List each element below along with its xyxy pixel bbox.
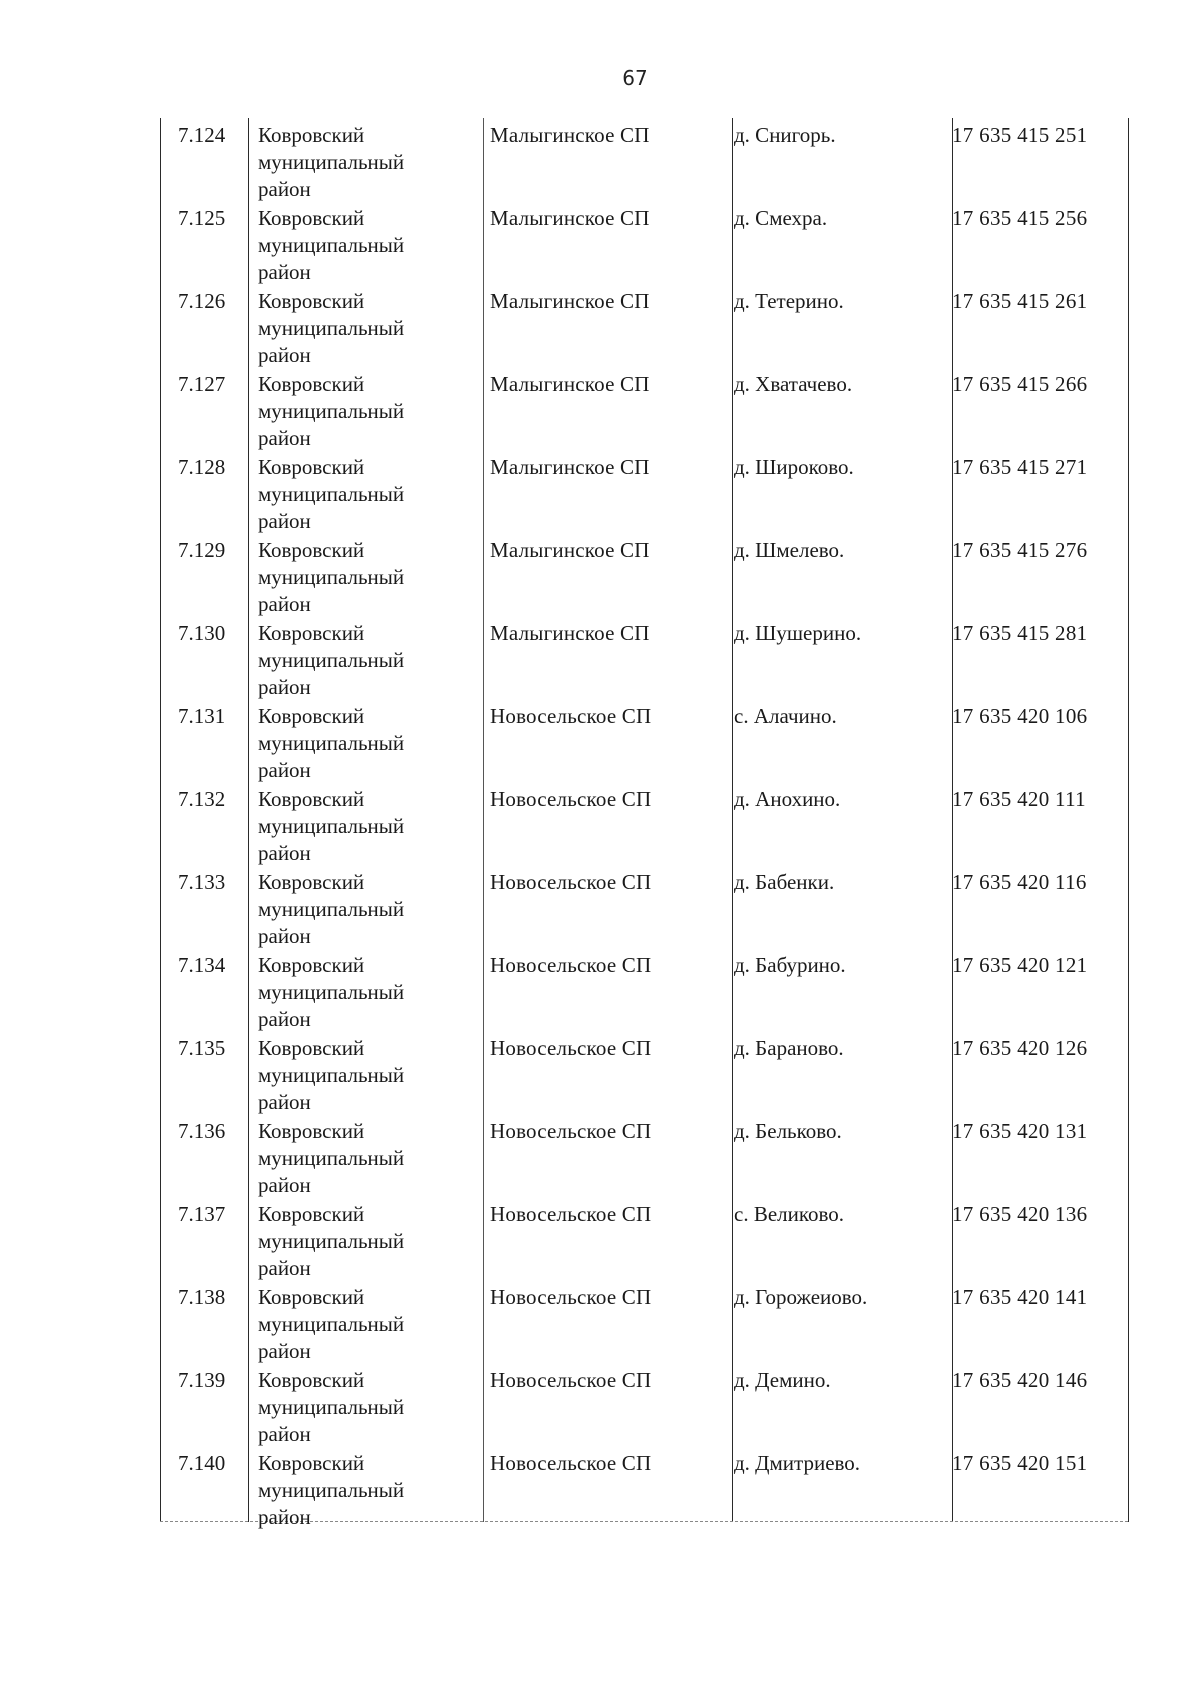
row-number: 7.124 <box>178 123 226 147</box>
oktmo-code-cell: 17 635 415 256 <box>952 206 1088 230</box>
district-text: Ковровский <box>258 621 365 645</box>
row-number: 7.133 <box>178 870 226 894</box>
oktmo-code-cell: 17 635 420 141 <box>952 1285 1088 1309</box>
row-number: 7.136 <box>178 1119 226 1143</box>
district-text: Ковровский <box>258 206 365 230</box>
district-text: Ковровский <box>258 704 365 728</box>
oktmo-code-cell: 17 635 420 151 <box>952 1451 1088 1475</box>
village-cell: д. Бараново. <box>734 1036 844 1060</box>
settlement-cell: Новосельское СП <box>490 1451 652 1475</box>
district-text: район <box>258 758 311 782</box>
district-text: район <box>258 343 311 367</box>
district-text: муниципальный <box>258 1146 405 1170</box>
oktmo-code-cell: 17 635 420 136 <box>952 1202 1088 1226</box>
settlement-cell: Новосельское СП <box>490 1202 652 1226</box>
oktmo-code-cell: 17 635 420 146 <box>952 1368 1088 1392</box>
table-row <box>160 616 1120 699</box>
village-cell: д. Широково. <box>734 455 854 479</box>
oktmo-code-cell: 17 635 420 121 <box>952 953 1088 977</box>
table-row <box>160 1280 1120 1363</box>
district-text: район <box>258 924 311 948</box>
table-row <box>160 948 1120 1031</box>
district-text: район <box>258 592 311 616</box>
row-number: 7.130 <box>178 621 226 645</box>
district-cell <box>258 1450 458 1531</box>
district-text: Ковровский <box>258 123 365 147</box>
settlement-cell: Малыгинское СП <box>490 621 650 645</box>
village-cell: с. Алачино. <box>734 704 837 728</box>
district-cell <box>258 786 458 867</box>
oktmo-code-cell: 17 635 420 126 <box>952 1036 1088 1060</box>
table-row <box>160 1031 1120 1114</box>
district-text: район <box>258 841 311 865</box>
table-row <box>160 699 1120 782</box>
district-text: район <box>258 1505 311 1529</box>
district-text: муниципальный <box>258 482 405 506</box>
district-text: район <box>258 426 311 450</box>
oktmo-code-cell: 17 635 415 251 <box>952 123 1088 147</box>
row-number: 7.131 <box>178 704 226 728</box>
village-cell: д. Шушерино. <box>734 621 862 645</box>
district-text: район <box>258 177 311 201</box>
village-cell: д. Бабенки. <box>734 870 835 894</box>
district-cell <box>258 1035 458 1116</box>
table-row <box>160 782 1120 865</box>
settlements-table <box>160 118 1120 1529</box>
district-text: район <box>258 1339 311 1363</box>
settlement-cell: Новосельское СП <box>490 1285 652 1309</box>
district-text: Ковровский <box>258 455 365 479</box>
village-cell: д. Бабурино. <box>734 953 846 977</box>
district-cell <box>258 288 458 369</box>
village-cell: д. Шмелево. <box>734 538 845 562</box>
settlement-cell: Новосельское СП <box>490 704 652 728</box>
table-row <box>160 118 1120 201</box>
oktmo-code-cell: 17 635 420 131 <box>952 1119 1088 1143</box>
district-text: Ковровский <box>258 289 365 313</box>
row-number: 7.134 <box>178 953 226 977</box>
oktmo-code-cell: 17 635 420 106 <box>952 704 1088 728</box>
district-text: муниципальный <box>258 814 405 838</box>
district-cell <box>258 1201 458 1282</box>
village-cell: д. Горожеиово. <box>734 1285 868 1309</box>
district-text: район <box>258 1256 311 1280</box>
district-cell <box>258 371 458 452</box>
oktmo-code-cell: 17 635 415 266 <box>952 372 1088 396</box>
district-text: район <box>258 1173 311 1197</box>
district-text: район <box>258 509 311 533</box>
district-text: муниципальный <box>258 316 405 340</box>
district-text: муниципальный <box>258 1478 405 1502</box>
table-row <box>160 284 1120 367</box>
village-cell: д. Бельково. <box>734 1119 842 1143</box>
row-number: 7.129 <box>178 538 226 562</box>
row-number: 7.138 <box>178 1285 226 1309</box>
settlement-cell: Новосельское СП <box>490 787 652 811</box>
table-row <box>160 1446 1120 1529</box>
district-cell <box>258 869 458 950</box>
district-text: Ковровский <box>258 1285 365 1309</box>
district-text: Ковровский <box>258 787 365 811</box>
oktmo-code-cell: 17 635 415 281 <box>952 621 1088 645</box>
district-text: муниципальный <box>258 233 405 257</box>
district-text: муниципальный <box>258 150 405 174</box>
district-text: муниципальный <box>258 1395 405 1419</box>
table-row <box>160 865 1120 948</box>
settlement-cell: Малыгинское СП <box>490 372 650 396</box>
settlement-cell: Новосельское СП <box>490 870 652 894</box>
settlement-cell: Малыгинское СП <box>490 123 650 147</box>
village-cell: д. Дмитриево. <box>734 1451 861 1475</box>
district-text: Ковровский <box>258 1036 365 1060</box>
district-text: муниципальный <box>258 1229 405 1253</box>
district-cell <box>258 537 458 618</box>
row-number: 7.125 <box>178 206 226 230</box>
district-text: муниципальный <box>258 980 405 1004</box>
district-cell <box>258 205 458 286</box>
district-text: муниципальный <box>258 648 405 672</box>
row-number: 7.135 <box>178 1036 226 1060</box>
oktmo-code-cell: 17 635 415 271 <box>952 455 1088 479</box>
district-cell <box>258 952 458 1033</box>
settlement-cell: Новосельское СП <box>490 1368 652 1392</box>
village-cell: д. Хватачево. <box>734 372 853 396</box>
row-number: 7.128 <box>178 455 226 479</box>
row-number: 7.140 <box>178 1451 226 1475</box>
district-text: Ковровский <box>258 1451 365 1475</box>
district-cell <box>258 454 458 535</box>
village-cell: д. Анохино. <box>734 787 841 811</box>
district-text: Ковровский <box>258 372 365 396</box>
settlement-cell: Новосельское СП <box>490 953 652 977</box>
district-text: Ковровский <box>258 1368 365 1392</box>
district-text: муниципальный <box>258 731 405 755</box>
district-cell <box>258 122 458 203</box>
village-cell: д. Демино. <box>734 1368 831 1392</box>
district-text: муниципальный <box>258 1063 405 1087</box>
settlement-cell: Малыгинское СП <box>490 455 650 479</box>
page-number: 67 <box>622 66 648 90</box>
district-cell <box>258 703 458 784</box>
table-border-right <box>1128 118 1129 1522</box>
district-text: Ковровский <box>258 538 365 562</box>
table-row <box>160 533 1120 616</box>
row-number: 7.139 <box>178 1368 226 1392</box>
oktmo-code-cell: 17 635 420 116 <box>952 870 1087 894</box>
row-number: 7.132 <box>178 787 226 811</box>
district-text: район <box>258 1090 311 1114</box>
district-text: Ковровский <box>258 1119 365 1143</box>
row-number: 7.137 <box>178 1202 226 1226</box>
settlement-cell: Новосельское СП <box>490 1036 652 1060</box>
district-cell <box>258 1367 458 1448</box>
settlement-cell: Малыгинское СП <box>490 538 650 562</box>
table-row <box>160 201 1120 284</box>
oktmo-code-cell: 17 635 415 261 <box>952 289 1088 313</box>
table-row <box>160 1197 1120 1280</box>
district-text: район <box>258 1422 311 1446</box>
district-text: муниципальный <box>258 399 405 423</box>
village-cell: д. Смехра. <box>734 206 828 230</box>
village-cell: д. Тетерино. <box>734 289 844 313</box>
oktmo-code-cell: 17 635 415 276 <box>952 538 1088 562</box>
district-text: район <box>258 1007 311 1031</box>
district-text: муниципальный <box>258 565 405 589</box>
district-cell <box>258 620 458 701</box>
table-row <box>160 450 1120 533</box>
table-row <box>160 1114 1120 1197</box>
district-cell <box>258 1284 458 1365</box>
row-number: 7.127 <box>178 372 226 396</box>
village-cell: с. Великово. <box>734 1202 845 1226</box>
district-text: муниципальный <box>258 897 405 921</box>
district-text: муниципальный <box>258 1312 405 1336</box>
district-text: Ковровский <box>258 953 365 977</box>
settlement-cell: Новосельское СП <box>490 1119 652 1143</box>
district-text: Ковровский <box>258 1202 365 1226</box>
row-number: 7.126 <box>178 289 226 313</box>
district-cell <box>258 1118 458 1199</box>
oktmo-code-cell: 17 635 420 111 <box>952 787 1086 811</box>
settlement-cell: Малыгинское СП <box>490 206 650 230</box>
district-text: район <box>258 675 311 699</box>
settlement-cell: Малыгинское СП <box>490 289 650 313</box>
village-cell: д. Снигорь. <box>734 123 836 147</box>
district-text: район <box>258 260 311 284</box>
table-row <box>160 367 1120 450</box>
district-text: Ковровский <box>258 870 365 894</box>
table-row <box>160 1363 1120 1446</box>
